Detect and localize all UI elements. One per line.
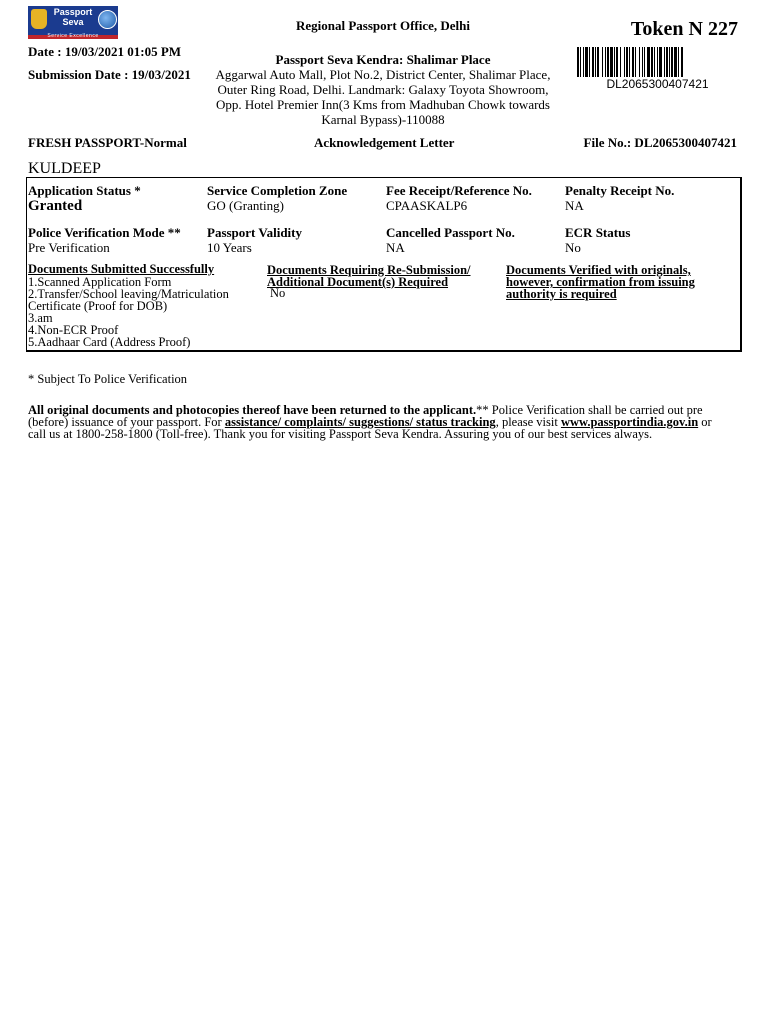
national-emblem-icon	[31, 9, 47, 29]
passport-seva-logo	[28, 6, 118, 39]
label-cancelled-passport: Cancelled Passport No.	[386, 225, 515, 240]
documents-submitted-title: Documents Submitted Successfully	[28, 262, 215, 276]
passportindia-link[interactable]: www.passportindia.gov.in	[560, 415, 699, 429]
list-item: 4.Non-ECR Proof	[28, 323, 119, 337]
barcode-bar	[659, 47, 662, 77]
globe-icon	[98, 10, 117, 29]
barcode-bar	[681, 47, 683, 77]
label-fee-receipt: Fee Receipt/Reference No.	[386, 183, 532, 198]
barcode-bar	[657, 47, 658, 77]
footer-paragraph	[28, 404, 742, 440]
barcode-bar	[577, 47, 579, 77]
value-application-status: Granted	[28, 198, 83, 214]
value-penalty-receipt: NA	[565, 198, 584, 213]
letter-title: Acknowledgement Letter	[314, 135, 455, 150]
barcode-bar	[635, 47, 636, 77]
service-type: FRESH PASSPORT-Normal	[28, 135, 187, 150]
documents-resubmission-title	[267, 264, 471, 288]
title-line: however, confirmation from issuing	[506, 275, 695, 289]
token-number: Token N 227	[630, 18, 738, 40]
barcode-bar	[589, 47, 590, 77]
barcode-bar	[678, 47, 679, 77]
barcode-bar	[605, 47, 606, 77]
value-police-verification-mode: Pre Verification	[28, 240, 110, 255]
address-line: Karnal Bypass)-110088	[321, 112, 445, 127]
barcode-bar	[647, 47, 650, 77]
barcode-bar	[651, 47, 653, 77]
logo-line1: Passport	[53, 7, 93, 17]
barcode-bar	[580, 47, 581, 77]
barcode-bar	[642, 47, 643, 77]
barcode-bar	[644, 47, 645, 77]
barcode-bar	[607, 47, 609, 77]
barcode-bar	[654, 47, 655, 77]
barcode-bar	[671, 47, 673, 77]
documents-submitted-list	[28, 276, 229, 348]
barcode-bar	[610, 47, 613, 77]
date: Date : 19/03/2021 01:05 PM	[28, 44, 182, 59]
label-ecr-status: ECR Status	[565, 225, 631, 240]
barcode-bar	[583, 47, 584, 77]
documents-verified-title	[506, 264, 695, 300]
footer-line-3: call us at 1800-258-1800 (Toll-free). Thank you for visiting Passport Seva Kendra. Assuring you of our best services always.	[28, 427, 653, 441]
value-service-completion-zone: GO (Granting)	[207, 198, 284, 213]
footer-text-1: ** Police Verification shall be carried out pre	[476, 403, 703, 417]
footer-text-4: or	[698, 415, 712, 429]
barcode-bar	[674, 47, 677, 77]
barcode-bar	[597, 47, 599, 77]
barcode-bar	[664, 47, 665, 77]
barcode-bar	[629, 47, 630, 77]
label-passport-validity: Passport Validity	[207, 225, 302, 240]
barcode-bar	[592, 47, 594, 77]
barcode-bar	[614, 47, 615, 77]
logo-line2: Seva	[62, 17, 84, 27]
footer-text-3: , please visit	[495, 415, 561, 429]
label-application-status: Application Status *	[28, 183, 141, 198]
logo-tagline: Service Excellence	[47, 33, 99, 39]
list-item: 5.Aadhaar Card (Address Proof)	[28, 335, 191, 349]
list-item: 2.Transfer/School leaving/Matriculation	[28, 287, 229, 301]
barcode	[577, 47, 738, 77]
barcode-number: DL2065300407421	[606, 77, 709, 91]
value-fee-receipt: CPAASKALP6	[386, 198, 468, 213]
barcode-bar	[585, 47, 588, 77]
title-line: Documents Verified with originals,	[506, 263, 691, 277]
value-passport-validity: 10 Years	[207, 240, 252, 255]
barcode-bar	[639, 47, 640, 77]
documents-resubmission-value: No	[270, 286, 286, 300]
barcode-bar	[595, 47, 596, 77]
barcode-bar	[632, 47, 634, 77]
list-item: Certificate (Proof for DOB)	[28, 299, 168, 313]
kendra-name: Passport Seva Kendra: Shalimar Place	[275, 52, 491, 67]
barcode-bar	[624, 47, 625, 77]
list-item: 1.Scanned Application Form	[28, 275, 172, 289]
assistance-link[interactable]: assistance/ complaints/ suggestions/ status tracking	[224, 415, 496, 429]
logo-text	[50, 7, 96, 27]
title-line: Documents Requiring Re-Submission/	[267, 263, 471, 277]
submission-date: Submission Date : 19/03/2021	[28, 67, 191, 82]
barcode-bar	[666, 47, 668, 77]
barcode-bar	[620, 47, 621, 77]
barcode-bar	[616, 47, 618, 77]
barcode-bar	[602, 47, 603, 77]
file-number: File No.: DL2065300407421	[583, 135, 737, 150]
address-line: Outer Ring Road, Delhi. Landmark: Galaxy Toyota Showroom,	[217, 82, 549, 97]
title-line: Additional Document(s) Required	[267, 275, 449, 289]
address-line: Opp. Hotel Premier Inn(3 Kms from Madhuban Chowk towards	[216, 97, 550, 112]
footer-text-2: (before) issuance of your passport. For	[28, 415, 225, 429]
value-cancelled-passport: NA	[386, 240, 405, 255]
barcode-bar	[669, 47, 670, 77]
subject-note: * Subject To Police Verification	[28, 372, 188, 386]
label-service-completion-zone: Service Completion Zone	[207, 183, 348, 198]
barcode-bar	[626, 47, 628, 77]
office-title: Regional Passport Office, Delhi	[295, 18, 471, 33]
footer-bold-text: All original documents and photocopies thereof have been returned to the applicant.	[28, 403, 477, 417]
kendra-address	[206, 67, 560, 127]
label-police-verification-mode: Police Verification Mode **	[28, 225, 181, 240]
value-ecr-status: No	[565, 240, 581, 255]
address-line: Aggarwal Auto Mall, Plot No.2, District Center, Shalimar Place,	[215, 67, 551, 82]
label-penalty-receipt: Penalty Receipt No.	[565, 183, 675, 198]
list-item: 3.am	[28, 311, 53, 325]
applicant-name: KULDEEP	[28, 160, 101, 177]
title-line: authority is required	[506, 287, 617, 301]
